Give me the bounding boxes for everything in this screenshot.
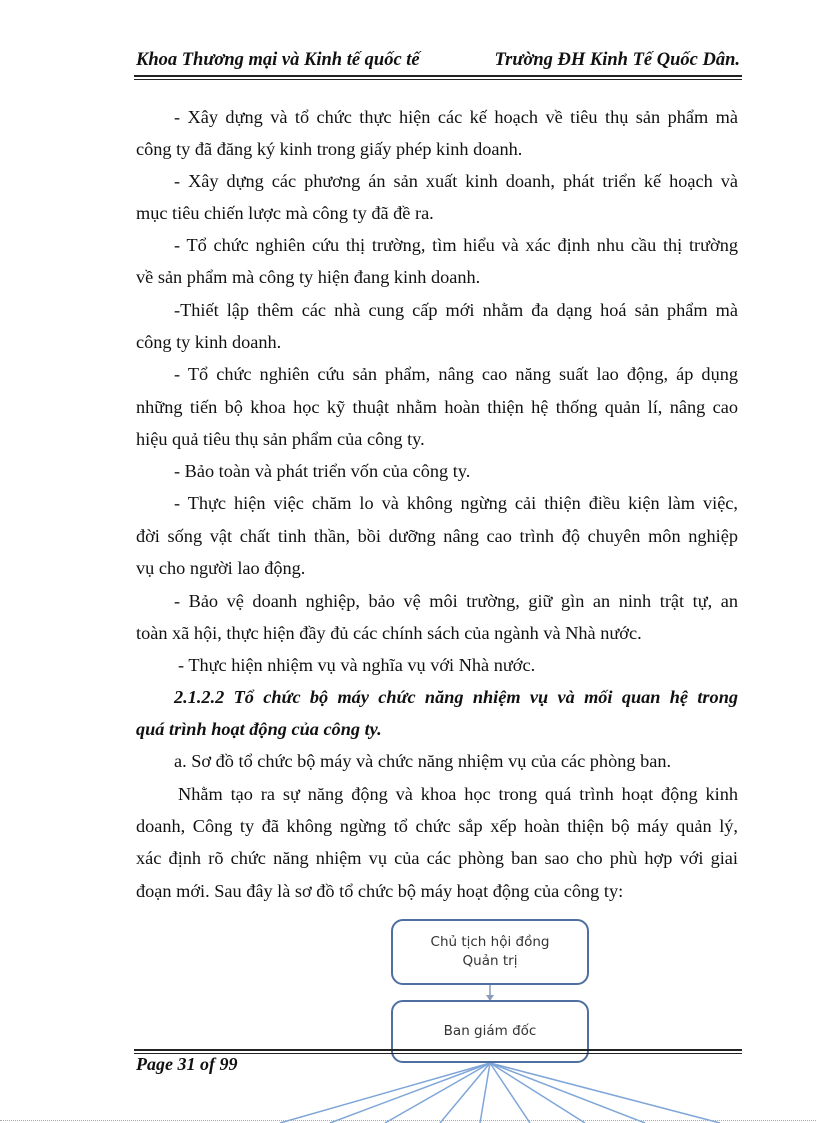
org-box-chairman bbox=[391, 919, 589, 985]
org-box-chairman-line2: Quản trị bbox=[462, 953, 518, 969]
body-line: -Thiết lập thêm các nhà cung cấp mới nhằm đa dạng hoá sản phẩm mà bbox=[174, 300, 738, 320]
footer-rule bbox=[134, 1049, 742, 1051]
page-number: Page 31 of 99 bbox=[136, 1054, 238, 1074]
header-faculty: Khoa Thương mại và Kinh tế quốc tế bbox=[136, 50, 420, 70]
body-line: - Tổ chức nghiên cứu sản phẩm, nâng cao năng suất lao động, áp dụng bbox=[174, 364, 738, 384]
para-line: Nhằm tạo ra sự năng động và khoa học trong quá trình hoạt động kinh bbox=[178, 784, 738, 804]
para-line: doanh, Công ty đã không ngừng tổ chức sắp xếp hoàn thiện bộ máy quản lý, bbox=[136, 816, 738, 836]
body-line: - Bảo toàn và phát triển vốn của công ty. bbox=[174, 461, 471, 481]
branch-lines bbox=[280, 1063, 720, 1123]
section-heading: 2.1.2.2 Tổ chức bộ máy chức năng nhiệm vụ và mối quan hệ trong bbox=[174, 687, 738, 707]
body-line: đời sống vật chất tinh thần, bồi dưỡng nâng cao trình độ chuyên môn nghiệp bbox=[136, 526, 738, 546]
body-line: - Thực hiện việc chăm lo và không ngừng cải thiện điều kiện làm việc, bbox=[174, 493, 738, 513]
subheading: a. Sơ đồ tổ chức bộ máy và chức năng nhiệm vụ của các phòng ban. bbox=[174, 751, 672, 771]
body-line: - Tổ chức nghiên cứu thị trường, tìm hiểu và xác định nhu cầu thị trường bbox=[174, 235, 738, 255]
org-box-chairman-line1: Chủ tịch hội đồng bbox=[430, 934, 550, 950]
body-line: - Bảo vệ doanh nghiệp, bảo vệ môi trường, giữ gìn an ninh trật tự, an bbox=[174, 591, 738, 611]
body-line: về sản phẩm mà công ty hiện đang kinh doanh. bbox=[136, 267, 481, 287]
body-line: - Thực hiện nhiệm vụ và nghĩa vụ với Nhà nước. bbox=[178, 655, 536, 675]
header-university: Trường ĐH Kinh Tế Quốc Dân. bbox=[494, 50, 740, 70]
body-line: công ty kinh doanh. bbox=[136, 332, 282, 352]
para-line: xác định rõ chức năng nhiệm vụ của các phòng ban sao cho phù hợp với giai bbox=[136, 848, 738, 868]
org-box-board-label: Ban giám đốc bbox=[443, 1023, 537, 1039]
body-line: - Xây dựng các phương án sản xuất kinh doanh, phát triển kế hoạch và bbox=[174, 171, 738, 191]
para-line: đoạn mới. Sau đây là sơ đồ tổ chức bộ máy hoạt động của công ty: bbox=[136, 881, 624, 901]
page-edge-dotted bbox=[0, 1120, 816, 1121]
body-line: - Xây dựng và tổ chức thực hiện các kế hoạch về tiêu thụ sản phẩm mà bbox=[174, 107, 738, 127]
section-heading-cont: quá trình hoạt động của công ty. bbox=[136, 719, 382, 739]
body-line: toàn xã hội, thực hiện đầy đủ các chính sách của ngành và Nhà nước. bbox=[136, 623, 642, 643]
body-line: mục tiêu chiến lược mà công ty đã đề ra. bbox=[136, 203, 434, 223]
body-line: những tiến bộ khoa học kỹ thuật nhằm hoàn thiện hệ thống quản lí, nâng cao bbox=[136, 397, 738, 417]
body-line: công ty đã đăng ký kinh trong giấy phép kinh doanh. bbox=[136, 139, 523, 159]
body-line: hiệu quả tiêu thụ sản phẩm của công ty. bbox=[136, 429, 425, 449]
body-line: vụ cho người lao động. bbox=[136, 558, 306, 578]
